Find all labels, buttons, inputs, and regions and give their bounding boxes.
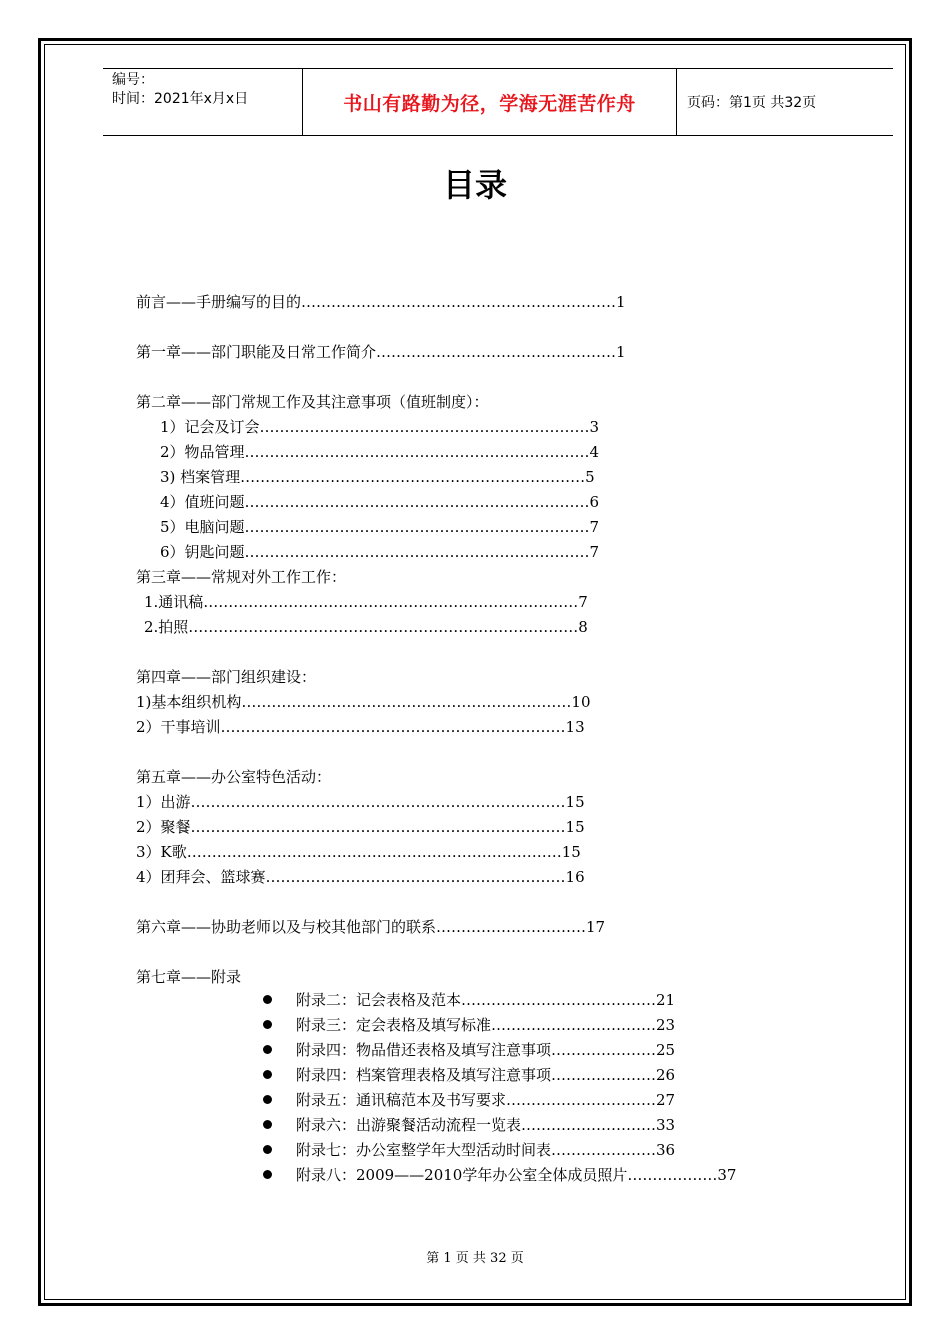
toc-subentry[interactable]: 5）电脑问题……………………………………………………………7 xyxy=(160,518,600,536)
page-title: 目录 xyxy=(442,166,507,204)
bullet-icon xyxy=(263,1170,272,1179)
bullet-icon xyxy=(263,1095,272,1104)
toc-subentry[interactable]: 3）K歌…………………………………………………………………15 xyxy=(136,843,581,861)
appendix-label: 附录五：通讯稿范本及书写要求…………………………27 xyxy=(296,1091,676,1109)
toc-subentry[interactable]: 2）物品管理……………………………………………………………4 xyxy=(160,443,600,461)
time-label: 时间：2021年x月x日 xyxy=(112,91,249,107)
toc-entry-chapter-5[interactable]: 第五章——办公室特色活动： xyxy=(136,768,332,786)
appendix-item[interactable] xyxy=(296,1039,675,1061)
toc-subentry[interactable]: 2）聚餐…………………………………………………………………15 xyxy=(136,818,585,836)
toc-subentry[interactable]: 1)基本组织机构…………………………………………………………10 xyxy=(136,693,591,711)
motto: 书山有路勤为径，学海无涯苦作舟 xyxy=(303,69,677,135)
header-table xyxy=(103,68,893,136)
toc-entry-chapter-2[interactable]: 第二章——部门常规工作及其注意事项（值班制度）： xyxy=(136,393,489,411)
toc-entry-preface[interactable]: 前言——手册编写的目的………………………………………………………1 xyxy=(136,293,626,311)
toc-entry-chapter-6[interactable]: 第六章——协助老师以及与校其他部门的联系…………………………17 xyxy=(136,918,606,936)
bullet-icon xyxy=(263,1045,272,1054)
appendix-item[interactable] xyxy=(296,989,675,1011)
toc-subentry[interactable]: 1.通讯稿…………………………………………………………………7 xyxy=(144,593,588,611)
appendix-label: 附录六：出游聚餐活动流程一览表………………………33 xyxy=(296,1116,676,1134)
appendix-item[interactable] xyxy=(296,1114,675,1136)
page-info: 页码：第1页 共32页 xyxy=(687,95,817,111)
toc-entry-chapter-1[interactable]: 第一章——部门职能及日常工作简介…………………………………………1 xyxy=(136,343,626,361)
bullet-icon xyxy=(263,1020,272,1029)
toc-entry-chapter-3[interactable]: 第三章——常规对外工作工作： xyxy=(136,568,347,586)
appendix-label: 附录三：定会表格及填写标准……………………………23 xyxy=(296,1016,676,1034)
toc-subentry[interactable]: 4）值班问题……………………………………………………………6 xyxy=(160,493,600,511)
page-footer: 第 1 页 共 32 页 xyxy=(426,1251,524,1266)
toc-subentry[interactable]: 3) 档案管理……………………………………………………………5 xyxy=(160,468,595,486)
toc-subentry[interactable]: 6）钥匙问题……………………………………………………………7 xyxy=(160,543,600,561)
appendix-item[interactable] xyxy=(296,1064,675,1086)
appendix-item[interactable] xyxy=(296,1139,675,1161)
toc-subentry[interactable]: 2）干事培训……………………………………………………………13 xyxy=(136,718,585,736)
appendix-label: 附录四：档案管理表格及填写注意事项…………………26 xyxy=(296,1066,676,1084)
bullet-icon xyxy=(263,1145,272,1154)
toc-subentry[interactable]: 1）记会及订会…………………………………………………………3 xyxy=(160,418,600,436)
toc-entry-chapter-7[interactable]: 第七章——附录 xyxy=(136,968,242,986)
appendix-label: 附录八：2009——2010学年办公室全体成员照片………………37 xyxy=(296,1166,737,1184)
number-label: 编号： xyxy=(112,72,154,88)
toc-subentry[interactable]: 2.拍照……………………………………………………………………8 xyxy=(144,618,588,636)
appendix-item[interactable] xyxy=(296,1164,736,1186)
header-left-cell xyxy=(103,69,303,135)
bullet-icon xyxy=(263,1070,272,1079)
bullet-icon xyxy=(263,1120,272,1129)
appendix-label: 附录七：办公室整学年大型活动时间表…………………36 xyxy=(296,1141,676,1159)
toc-subentry[interactable]: 1）出游…………………………………………………………………15 xyxy=(136,793,585,811)
appendix-label: 附录二：记会表格及范本…………………………………21 xyxy=(296,991,676,1009)
toc-subentry[interactable]: 4）团拜会、篮球赛……………………………………………………16 xyxy=(136,868,585,886)
appendix-item[interactable] xyxy=(296,1089,675,1111)
bullet-icon xyxy=(263,995,272,1004)
appendix-label: 附录四：物品借还表格及填写注意事项…………………25 xyxy=(296,1041,676,1059)
toc-entry-chapter-4[interactable]: 第四章——部门组织建设： xyxy=(136,668,317,686)
appendix-item[interactable] xyxy=(296,1014,675,1036)
